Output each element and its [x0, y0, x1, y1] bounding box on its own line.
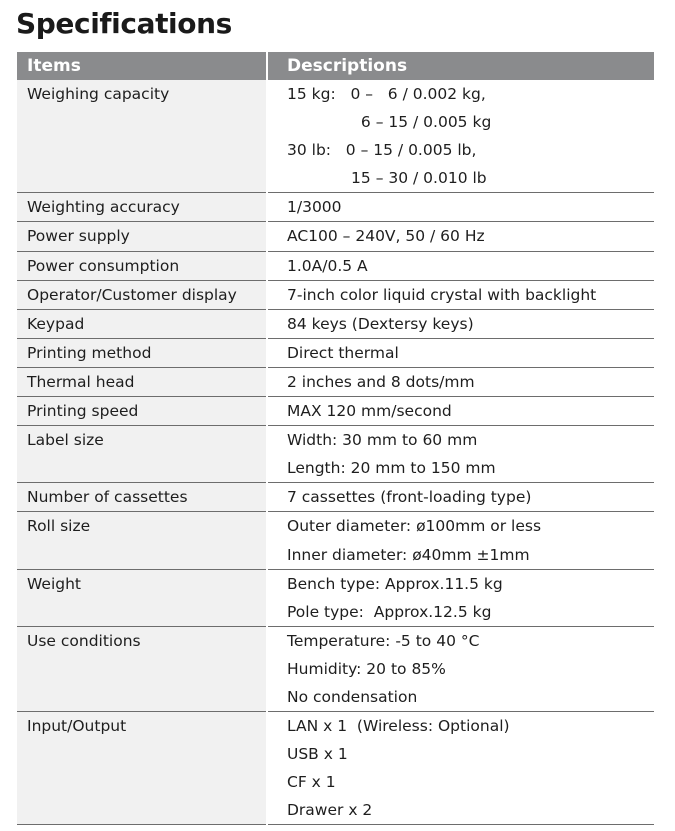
page-title: Specifications: [16, 7, 232, 40]
column-header-descriptions: Descriptions: [267, 52, 654, 80]
spec-description-line: 7-inch color liquid crystal with backlight: [287, 285, 597, 304]
spec-description-line: Direct thermal: [287, 343, 399, 362]
spec-item-cell: [17, 80, 267, 193]
spec-description-cell: [267, 712, 654, 825]
spec-description-line: 2 inches and 8 dots/mm: [287, 372, 475, 391]
spec-description-line: Humidity: 20 to 85%: [287, 659, 446, 678]
spec-description-line: 84 keys (Dextersy keys): [287, 314, 474, 333]
spec-item-label: Operator/Customer display: [27, 285, 237, 304]
spec-item-cell: [17, 280, 267, 309]
spec-description-line: 15 – 30 / 0.010 lb: [287, 169, 487, 188]
table-row: [17, 80, 654, 193]
spec-description-cell: [267, 222, 654, 251]
spec-item-cell: [17, 512, 267, 569]
table-row: [17, 483, 654, 512]
spec-item-cell: [17, 367, 267, 396]
spec-item-label: Power consumption: [27, 256, 180, 275]
spec-item-cell: [17, 338, 267, 367]
spec-description-cell: [267, 367, 654, 396]
spec-description-cell: [267, 569, 654, 626]
spec-item-label: Weighting accuracy: [27, 198, 180, 217]
spec-description-line: 7 cassettes (front-loading type): [287, 488, 532, 507]
spec-description-cell: [267, 251, 654, 280]
spec-description-cell: [267, 338, 654, 367]
spec-item-label: Weight: [27, 574, 82, 593]
spec-description-line: LAN x 1 (Wireless: Optional): [287, 717, 510, 736]
spec-item-cell: [17, 193, 267, 222]
spec-item-label: Weighing capacity: [27, 85, 170, 103]
spec-item-cell: [17, 626, 267, 711]
table-row: [17, 712, 654, 825]
spec-description-cell: [267, 397, 654, 426]
table-row: [17, 512, 654, 569]
spec-item-label: Printing speed: [27, 402, 139, 421]
spec-item-cell: [17, 426, 267, 483]
table-row: [17, 338, 654, 367]
table-row: [17, 222, 654, 251]
spec-description-line: No condensation: [287, 687, 418, 706]
spec-item-label: Use conditions: [27, 631, 141, 650]
spec-item-label: Number of cassettes: [27, 488, 188, 507]
spec-description-cell: [267, 626, 654, 711]
spec-item-cell: [17, 712, 267, 825]
table-body: [17, 80, 654, 825]
spec-item-cell: [17, 397, 267, 426]
spec-description-line: 30 lb: 0 – 15 / 0.005 lb,: [287, 141, 477, 160]
spec-item-label: Power supply: [27, 227, 130, 246]
spec-description-cell: [267, 309, 654, 338]
spec-item-label: Keypad: [27, 314, 85, 333]
spec-description-line: Inner diameter: ø40mm ±1mm: [287, 545, 530, 564]
spec-description-line: AC100 – 240V, 50 / 60 Hz: [287, 227, 485, 246]
spec-item-cell: [17, 251, 267, 280]
table-row: [17, 626, 654, 711]
spec-description-cell: [267, 512, 654, 569]
spec-description-cell: [267, 483, 654, 512]
table-row: [17, 397, 654, 426]
spec-description-cell: [267, 280, 654, 309]
spec-description-line: Length: 20 mm to 150 mm: [287, 459, 496, 478]
spec-item-cell: [17, 222, 267, 251]
column-header-items: Items: [17, 52, 267, 80]
spec-description-cell: [267, 426, 654, 483]
spec-description-line: 15 kg: 0 – 6 / 0.002 kg,: [287, 85, 486, 103]
specifications-table: [17, 52, 654, 825]
spec-description-line: MAX 120 mm/second: [287, 402, 452, 421]
table-row: [17, 569, 654, 626]
spec-item-cell: [17, 309, 267, 338]
spec-description-line: Width: 30 mm to 60 mm: [287, 431, 478, 450]
table-row: [17, 280, 654, 309]
table-row: [17, 251, 654, 280]
spec-description-cell: [267, 80, 654, 193]
spec-description-line: Bench type: Approx.11.5 kg: [287, 574, 503, 593]
spec-description-line: Drawer x 2: [287, 801, 373, 820]
spec-item-label: Input/Output: [27, 717, 127, 736]
table-row: [17, 193, 654, 222]
spec-item-label: Thermal head: [27, 372, 135, 391]
spec-description-line: 1.0A/0.5 A: [287, 256, 368, 275]
table-header-row: [17, 52, 654, 80]
spec-description-line: 1/3000: [287, 198, 342, 217]
table-row: [17, 426, 654, 483]
spec-item-label: Printing method: [27, 343, 152, 362]
table-row: [17, 367, 654, 396]
spec-description-line: Pole type: Approx.12.5 kg: [287, 602, 492, 621]
spec-description-line: 6 – 15 / 0.005 kg: [287, 113, 492, 132]
spec-item-label: Label size: [27, 431, 104, 450]
spec-description-line: Outer diameter: ø100mm or less: [287, 517, 542, 536]
spec-item-label: Roll size: [27, 517, 91, 536]
spec-description-line: Temperature: -5 to 40 °C: [287, 631, 480, 650]
spec-item-cell: [17, 569, 267, 626]
spec-description-line: CF x 1: [287, 773, 336, 792]
spec-description-line: USB x 1: [287, 745, 348, 764]
table-row: [17, 309, 654, 338]
spec-item-cell: [17, 483, 267, 512]
spec-description-cell: [267, 193, 654, 222]
